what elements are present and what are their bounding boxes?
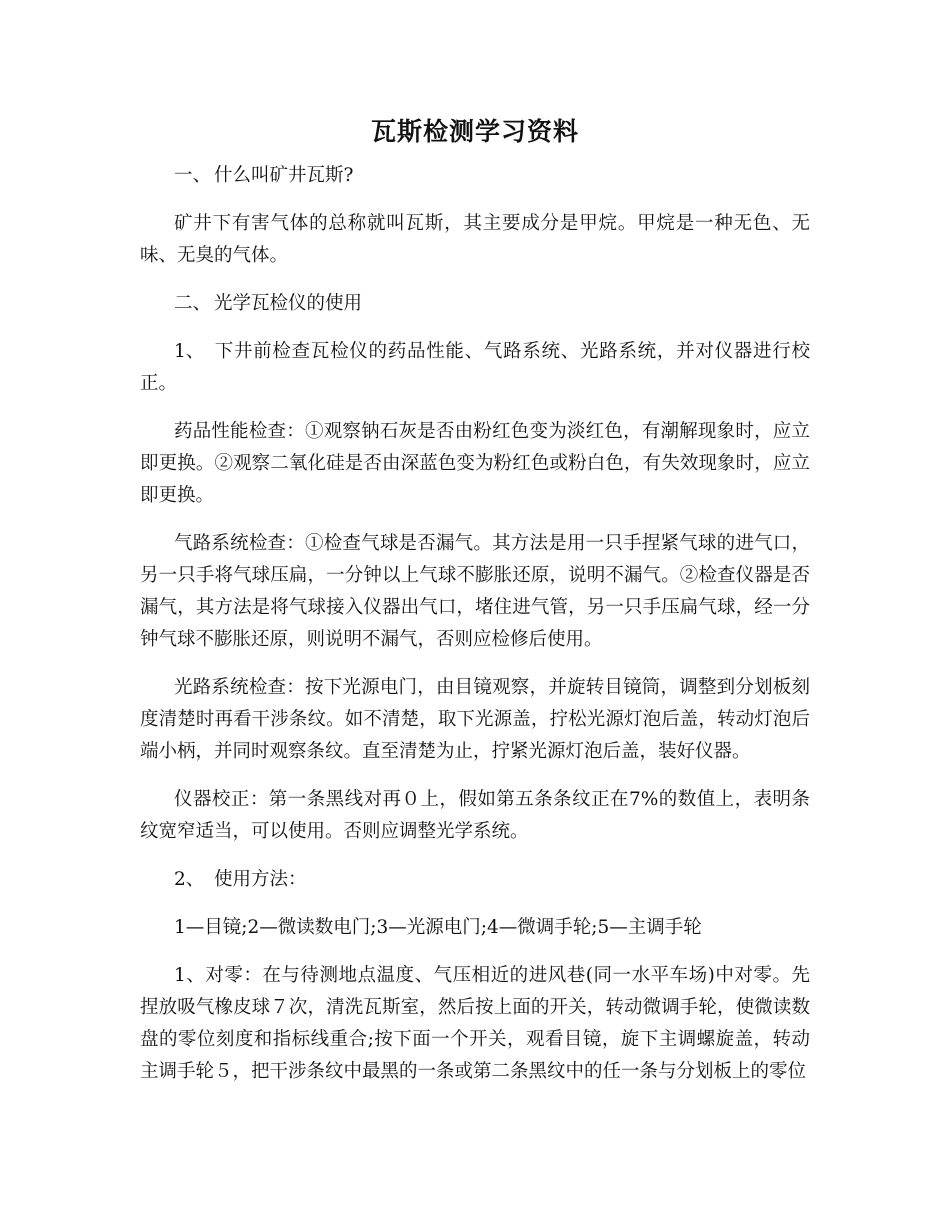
numbered-item-1 [140, 336, 810, 400]
paragraph: 1—目镜;2—微读数电门;3—光源电门;4—微调手轮;5—主调手轮 [174, 917, 702, 938]
section-number: 一、 [174, 165, 212, 186]
paragraph: 光路系统检查：按下光源电门，由目镜观察，并旋转目镜筒，调整到分划板刻度清楚时再看干涉条纹。如不清楚，取下光源盖，拧松光源灯泡后盖，转动灯泡后端小柄，并同时观察条纹。直至清楚为止，拧紧光源灯泡后盖，装好仪器。 [140, 677, 810, 762]
item-number: 1、 [174, 341, 205, 362]
section-number: 二、 [174, 293, 212, 314]
section-heading-text: 光学瓦检仪的使用 [214, 293, 363, 314]
paragraph: 1、对零：在与待测地点温度、气压相近的进风巷(同一水平车场)中对零。先捏放吸气橡皮球７次，清洗瓦斯室，然后按上面的开关，转动微调手轮，使微读数盘的零位刻度和指标线重合;按下面一个开关，观看目镜，旋下主调螺旋盖，转动主调手轮５，把干涉条纹中最黑的一条或第二条黑纹中的任一条与分划板上的零位 [140, 965, 810, 1082]
paragraph: 矿井下有害气体的总称就叫瓦斯，其主要成分是甲烷。甲烷是一种无色、无味、无臭的气体。 [140, 213, 810, 266]
paragraph: 仪器校正：第一条黑线对再０上，假如第五条条纹正在7%的数值上，表明条纹宽窄适当，可以使用。否则应调整光学系统。 [140, 789, 810, 842]
item-text: 下井前检查瓦检仪的药品性能、气路系统、光路系统，并对仪器进行校正。 [140, 341, 810, 394]
item-number: 2、 [174, 869, 205, 890]
document-title: 瓦斯检测学习资料 [370, 117, 579, 146]
numbered-item-2 [140, 864, 810, 896]
section-heading-1 [140, 160, 810, 192]
item-text: 使用方法： [214, 869, 307, 890]
document-body [140, 160, 810, 1104]
section-heading-2 [140, 288, 810, 320]
paragraph: 气路系统检查：①检查气球是否漏气。其方法是用一只手捏紧气球的进气口，另一只手将气球压扁，一分钟以上气球不膨胀还原，说明不漏气。②检查仪器是否漏气，其方法是将气球接入仪器出气口，堵住进气管，另一只手压扁气球，经一分钟气球不膨胀还原，则说明不漏气，否则应检修后使用。 [140, 533, 810, 650]
paragraph: 药品性能检查：①观察钠石灰是否由粉红色变为淡红色，有潮解现象时，应立即更换。②观察二氧化硅是否由深蓝色变为粉红色或粉白色，有失效现象时，应立即更换。 [140, 421, 810, 506]
section-heading-text: 什么叫矿井瓦斯? [214, 165, 354, 186]
